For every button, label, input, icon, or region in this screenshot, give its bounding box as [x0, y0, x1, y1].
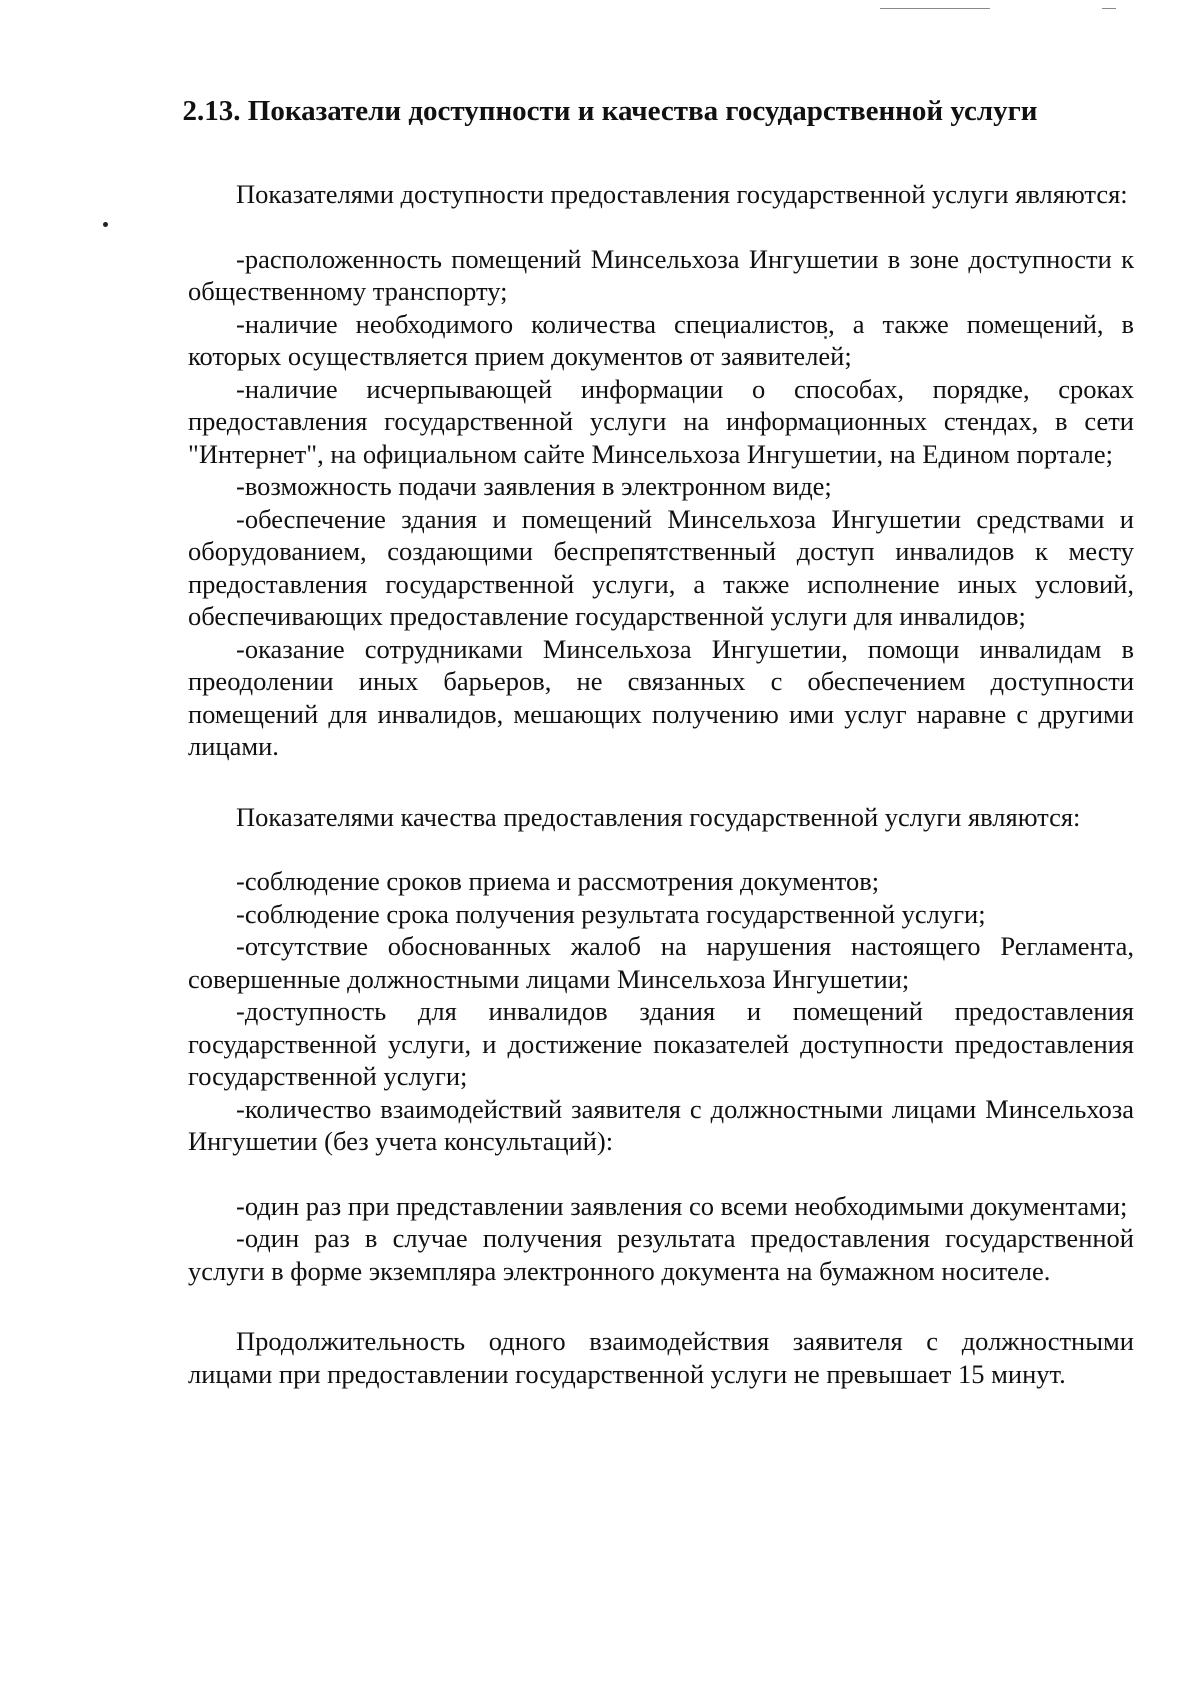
accessibility-item: -наличие необходимого количества специалистов, а также помещений, в которых осуществляется прием документов от заявителей; [188, 308, 1134, 371]
interaction-item: -один раз при представлении заявления со всеми необходимыми документами; [236, 1190, 1128, 1221]
accessibility-item: -наличие исчерпывающей информации о способах, порядке, сроках предоставления государственной услуги на информационных стендах, в сети "Интернет", на официальном сайте Минсельхоза Ингушетии, на Едином портале; [188, 373, 1134, 469]
quality-intro: Показателями качества предоставления государственной услуги являются: [236, 801, 1081, 832]
quality-item: -количество взаимодействий заявителя с должностными лицами Минсельхоза Ингушетии (без учета консультаций): [188, 1093, 1134, 1156]
quality-item: -соблюдение срока получения результата государственной услуги; [236, 898, 986, 929]
document-body [188, 178, 1134, 1390]
section-heading: 2.13. Показатели доступности и качества государственной услуги [182, 95, 1038, 127]
quality-item: -соблюдение сроков приема и рассмотрения документов; [236, 866, 880, 896]
quality-item: -отсутствие обоснованных жалоб на нарушения настоящего Регламента, совершенные должностными лицами Минсельхоза Ингушетии; [188, 931, 1134, 994]
accessibility-item: -обеспечение здания и помещений Минсельхоза Ингушетии средствами и оборудованием, создающими беспрепятственный доступ инвалидов к месту предоставления государственной услуги, а также исполнение иных условий, обеспечивающих предоставление государственной услуги для инвалидов; [188, 503, 1134, 631]
interaction-item: -один раз в случае получения результата предоставления государственной услуги в форме экземпляра электронного документа на бумажном носителе. [188, 1223, 1134, 1286]
accessibility-intro: Показателями доступности предоставления государственной услуги являются: [236, 179, 1128, 209]
scan-artifact-line [1102, 8, 1116, 9]
accessibility-item: -возможность подачи заявления в электронном виде; [236, 471, 832, 501]
scan-artifact-dot [103, 222, 108, 227]
accessibility-item: -расположенность помещений Минсельхоза Ингушетии в зоне доступности к общественному транспорту; [188, 243, 1134, 306]
duration-paragraph: Продолжительность одного взаимодействия заявителя с должностными лицами при предоставлении государственной услуги не превышает 15 минут. [188, 1326, 1134, 1389]
quality-item: -доступность для инвалидов здания и помещений предоставления государственной услуги, и достижение показателей доступности предоставления государственной услуги; [188, 996, 1134, 1091]
scan-artifact-line [880, 8, 990, 9]
accessibility-item: -оказание сотрудниками Минсельхоза Ингушетии, помощи инвалидам в преодолении иных барьеров, не связанных с обеспечением доступности помещений для инвалидов, мешающих получению ими услуг наравне с другими лицами. [188, 633, 1134, 761]
